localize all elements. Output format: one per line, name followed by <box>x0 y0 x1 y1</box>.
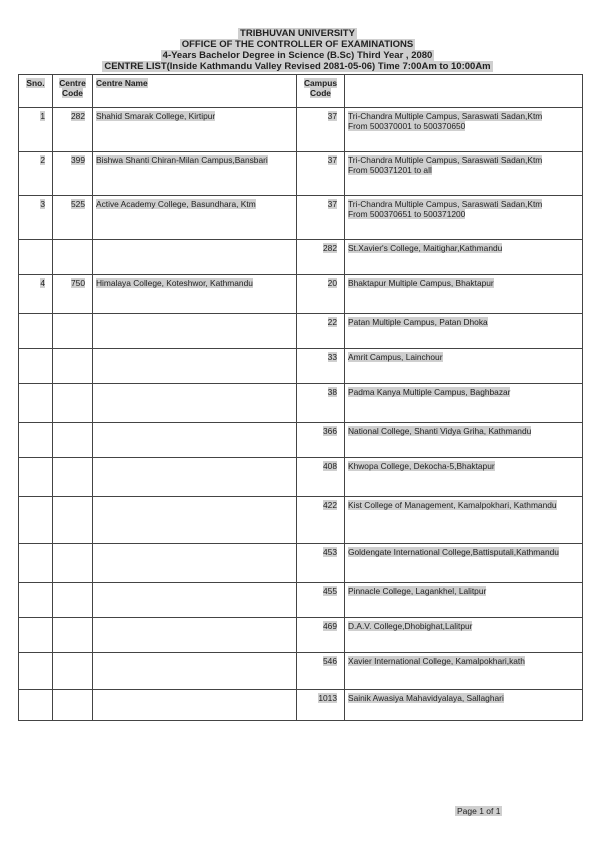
cell-campus-code <box>297 275 345 314</box>
cell-centre-name-text: Bishwa Shanti Chiran-Milan Campus,Bansbari <box>96 155 268 165</box>
cell-centre-code <box>53 196 93 240</box>
cell-centre-name <box>93 196 297 240</box>
cell-campus-code <box>297 583 345 618</box>
university-title <box>0 28 595 39</box>
table-row <box>19 275 583 314</box>
cell-campus-code <box>297 108 345 152</box>
cell-centre-code <box>53 349 93 384</box>
cell-campus-name <box>345 653 583 690</box>
cell-campus-code-text: 366 <box>323 426 337 436</box>
table-row <box>19 152 583 196</box>
cell-campus-name <box>345 423 583 458</box>
cell-campus-code <box>297 384 345 423</box>
cell-campus-code <box>297 618 345 653</box>
cell-centre-name <box>93 423 297 458</box>
table-row <box>19 349 583 384</box>
cell-campus-name-text: D.A.V. College,Dhobighat,Lalitpur <box>348 621 473 631</box>
cell-sno <box>19 423 53 458</box>
cell-sno <box>19 690 53 721</box>
cell-campus-name-text: Padma Kanya Multiple Campus, Baghbazar <box>348 387 511 397</box>
cell-campus-name-text: St.Xavier's College, Maitighar,Kathmandu <box>348 243 503 253</box>
cell-centre-name <box>93 690 297 721</box>
cell-centre-name <box>93 108 297 152</box>
cell-campus-name <box>345 314 583 349</box>
cell-sno <box>19 240 53 275</box>
table-row <box>19 497 583 544</box>
cell-campus-code-text: 453 <box>323 547 337 557</box>
cell-centre-code <box>53 583 93 618</box>
cell-campus-name-text: National College, Shanti Vidya Griha, Kathmandu <box>348 426 532 436</box>
cell-campus-name-text: Patan Multiple Campus, Patan Dhoka <box>348 317 488 327</box>
roll-range-text: From 500370001 to 500370650 <box>348 121 466 131</box>
cell-campus-name <box>345 458 583 497</box>
cell-sno-text: 4 <box>40 278 45 288</box>
page-footer <box>455 806 502 816</box>
cell-campus-code <box>297 196 345 240</box>
table-row <box>19 544 583 583</box>
cell-sno <box>19 196 53 240</box>
cell-campus-name <box>345 384 583 423</box>
cell-campus-name-text: Sainik Awasiya Mahavidyalaya, Sallaghari <box>348 693 504 703</box>
cell-campus-name-text: Xavier International College, Kamalpokhari,kath <box>348 656 525 666</box>
cell-sno-text: 2 <box>40 155 45 165</box>
cell-campus-name-text: Goldengate International College,Battisputali,Kathmandu <box>348 547 559 557</box>
cell-campus-name <box>345 196 583 240</box>
cell-campus-name-text: Amrit Campus, Lainchour <box>348 352 443 362</box>
cell-sno <box>19 544 53 583</box>
cell-campus-code-text: 33 <box>327 352 337 362</box>
cell-campus-code-text: 546 <box>323 656 337 666</box>
cell-sno <box>19 152 53 196</box>
cell-campus-code <box>297 152 345 196</box>
cell-sno <box>19 618 53 653</box>
cell-centre-name <box>93 618 297 653</box>
cell-centre-code-text: 282 <box>71 111 85 121</box>
cell-centre-name <box>93 349 297 384</box>
cell-campus-name-text: Tri-Chandra Multiple Campus, Saraswati Sadan,Ktm <box>348 111 543 121</box>
cell-sno <box>19 384 53 423</box>
cell-campus-code <box>297 349 345 384</box>
cell-campus-code-text: 37 <box>327 155 337 165</box>
cell-centre-code <box>53 240 93 275</box>
table-row <box>19 423 583 458</box>
cell-campus-code-text: 37 <box>327 199 337 209</box>
cell-campus-code-text: 422 <box>323 500 337 510</box>
cell-campus-code-text: 469 <box>323 621 337 631</box>
cell-campus-name <box>345 544 583 583</box>
cell-centre-code <box>53 653 93 690</box>
header-sno-text: Sno. <box>26 78 45 88</box>
table-header-row <box>19 75 583 108</box>
table-row <box>19 690 583 721</box>
cell-centre-code <box>53 108 93 152</box>
cell-campus-code <box>297 240 345 275</box>
cell-centre-name <box>93 497 297 544</box>
cell-sno <box>19 349 53 384</box>
table-body <box>19 108 583 721</box>
cell-centre-code <box>53 618 93 653</box>
cell-campus-code-text: 408 <box>323 461 337 471</box>
cell-campus-code <box>297 423 345 458</box>
program-title-text: 4-Years Bachelor Degree in Science (B.Sc) Third Year , 2080 <box>162 50 433 61</box>
page-number: Page 1 of 1 <box>457 806 501 816</box>
cell-centre-name <box>93 458 297 497</box>
cell-centre-code <box>53 544 93 583</box>
cell-centre-name <box>93 583 297 618</box>
table-row <box>19 314 583 349</box>
cell-campus-name-text: Khwopa College, Dekocha-5,Bhaktapur <box>348 461 495 471</box>
header-centre-code-text: Centre Code <box>59 78 86 98</box>
table-row <box>19 196 583 240</box>
header-campus-code <box>297 75 345 108</box>
cell-campus-code-text: 38 <box>327 387 337 397</box>
cell-centre-code-text: 525 <box>71 199 85 209</box>
cell-centre-code-text: 750 <box>71 278 85 288</box>
cell-centre-name <box>93 653 297 690</box>
cell-campus-name <box>345 240 583 275</box>
program-title <box>0 50 595 61</box>
cell-campus-name <box>345 690 583 721</box>
roll-range-text: From 500370651 to 500371200 <box>348 209 466 219</box>
table-row <box>19 240 583 275</box>
cell-campus-code-text: 1013 <box>318 693 337 703</box>
cell-sno <box>19 458 53 497</box>
table-row <box>19 108 583 152</box>
cell-centre-code <box>53 314 93 349</box>
table-row <box>19 653 583 690</box>
table-row <box>19 458 583 497</box>
cell-centre-code <box>53 458 93 497</box>
cell-sno <box>19 314 53 349</box>
cell-centre-name <box>93 152 297 196</box>
table-row <box>19 384 583 423</box>
cell-sno-text: 1 <box>40 111 45 121</box>
cell-campus-code <box>297 690 345 721</box>
cell-centre-code-text: 399 <box>71 155 85 165</box>
cell-sno-text: 3 <box>40 199 45 209</box>
cell-campus-code-text: 455 <box>323 586 337 596</box>
header-sno <box>19 75 53 108</box>
header-campus-name <box>345 75 583 108</box>
cell-campus-code <box>297 458 345 497</box>
cell-sno <box>19 108 53 152</box>
centre-list-title-text: CENTRE LIST(Inside Kathmandu Valley Revised 2081-05-06) Time 7:00Am to 10:00Am <box>104 61 491 72</box>
cell-centre-code <box>53 275 93 314</box>
cell-centre-code <box>53 152 93 196</box>
cell-campus-code <box>297 497 345 544</box>
cell-campus-name <box>345 618 583 653</box>
cell-centre-code <box>53 690 93 721</box>
cell-campus-code <box>297 314 345 349</box>
header-campus-code-text: Campus Code <box>303 78 338 98</box>
cell-campus-code <box>297 544 345 583</box>
cell-campus-name-text: Tri-Chandra Multiple Campus, Saraswati Sadan,Ktm <box>348 155 543 165</box>
cell-centre-name-text: Shahid Smarak College, Kirtipur <box>96 111 216 121</box>
cell-centre-name <box>93 240 297 275</box>
header-centre-name-text: Centre Name <box>96 78 148 88</box>
cell-centre-code <box>53 423 93 458</box>
cell-centre-name <box>93 544 297 583</box>
cell-sno <box>19 653 53 690</box>
cell-campus-code <box>297 653 345 690</box>
header-centre-name <box>93 75 297 108</box>
cell-campus-name-text: Kist College of Management, Kamalpokhari, Kathmandu <box>348 500 557 510</box>
cell-centre-name <box>93 275 297 314</box>
cell-campus-name <box>345 275 583 314</box>
cell-sno <box>19 497 53 544</box>
roll-range-text: From 500371201 to all <box>348 165 432 175</box>
university-title-text: TRIBHUVAN UNIVERSITY <box>240 28 355 39</box>
cell-centre-name <box>93 314 297 349</box>
cell-campus-code-text: 20 <box>327 278 337 288</box>
centre-list-title <box>0 61 595 72</box>
cell-campus-name-text: Bhaktapur Multiple Campus, Bhaktapur <box>348 278 494 288</box>
cell-centre-name-text: Active Academy College, Basundhara, Ktm <box>96 199 256 209</box>
cell-campus-name <box>345 497 583 544</box>
cell-campus-code-text: 282 <box>323 243 337 253</box>
office-title <box>0 39 595 50</box>
cell-centre-code <box>53 384 93 423</box>
centre-table <box>18 74 583 721</box>
cell-campus-name-text: Pinnacle College, Lagankhel, Lalitpur <box>348 586 487 596</box>
cell-campus-name <box>345 108 583 152</box>
cell-sno <box>19 583 53 618</box>
cell-centre-name-text: Himalaya College, Koteshwor, Kathmandu <box>96 278 253 288</box>
cell-campus-name <box>345 152 583 196</box>
header-centre-code <box>53 75 93 108</box>
table-row <box>19 583 583 618</box>
cell-campus-code-text: 37 <box>327 111 337 121</box>
cell-centre-code <box>53 497 93 544</box>
office-title-text: OFFICE OF THE CONTROLLER OF EXAMINATIONS <box>181 39 414 50</box>
cell-campus-name <box>345 349 583 384</box>
cell-campus-name <box>345 583 583 618</box>
table-row <box>19 618 583 653</box>
cell-campus-name-text: Tri-Chandra Multiple Campus, Saraswati Sadan,Ktm <box>348 199 543 209</box>
cell-centre-name <box>93 384 297 423</box>
cell-sno <box>19 275 53 314</box>
cell-campus-code-text: 22 <box>327 317 337 327</box>
